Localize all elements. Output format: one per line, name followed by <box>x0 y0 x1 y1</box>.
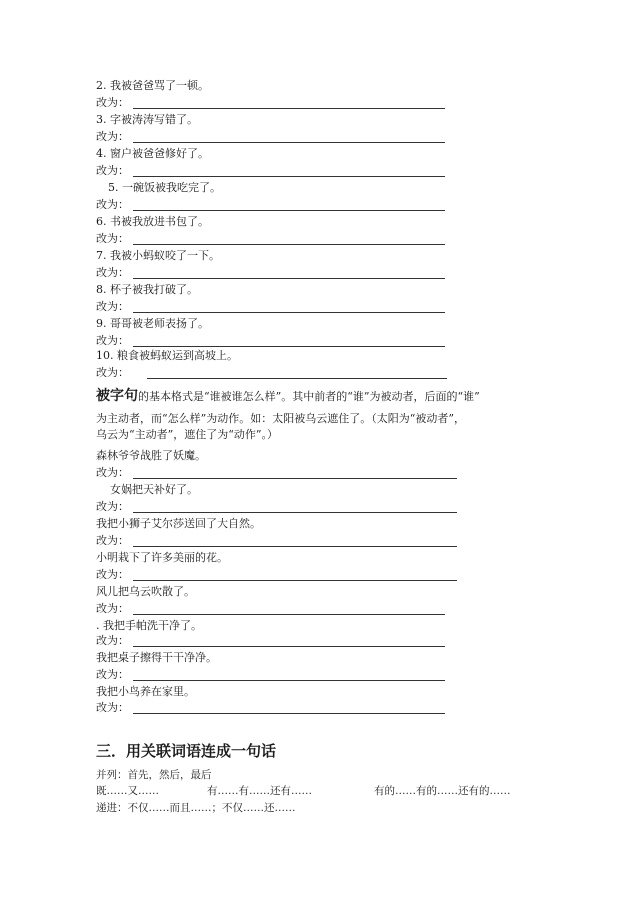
section-3-title: 三．用关联词语连成一句话 <box>96 742 277 760</box>
grammar-line-3: 乌云为“主动者”，遮住了为“动作”。） <box>96 428 278 441</box>
exercise-item-7: 7. 我被小蚂蚁咬了一下。 <box>96 249 220 262</box>
exercise2-item-8: 我把小鸟养在家里。 <box>96 685 195 698</box>
answer-row-6[interactable] <box>96 232 129 246</box>
answer-blank[interactable] <box>133 210 445 211</box>
answer-label: 改为： <box>96 232 129 245</box>
progressive-label: 递进：不仅……而且……；不仅……还…… <box>96 802 296 814</box>
grammar-term: 被字句 <box>96 388 138 404</box>
answer-row-9[interactable] <box>96 334 129 348</box>
connector-ji-you: 既……又…… <box>96 785 159 797</box>
answer-blank[interactable] <box>133 614 445 615</box>
answer-label: 改为： <box>96 701 129 714</box>
answer-blank[interactable] <box>133 680 445 681</box>
exercise2-item-2: 女娲把天补好了。 <box>110 483 198 496</box>
answer-label: 改为： <box>96 96 129 109</box>
answer-blank[interactable] <box>133 646 445 647</box>
answer-row-8[interactable] <box>96 300 129 314</box>
exercise-item-6: 6. 书被我放进书包了。 <box>96 215 209 228</box>
answer2-row-3[interactable] <box>96 534 129 548</box>
answer-label: 改为： <box>96 500 129 513</box>
answer2-row-4[interactable] <box>96 568 129 582</box>
answer-label: 改为： <box>96 366 129 379</box>
exercise-item-9: 9. 哥哥被老师表扬了。 <box>96 317 209 330</box>
answer-label: 改为： <box>96 198 129 211</box>
grammar-line-2: 为主动者，而“怎么样”为动作。如：太阳被乌云遮住了。（太阳为“被动者”， <box>96 412 465 425</box>
grammar-explanation <box>96 386 566 443</box>
exercise2-item-1: 森林爷爷战胜了妖魔。 <box>96 449 206 462</box>
answer2-row-1[interactable] <box>96 466 129 480</box>
exercise2-item-7: 我把桌子擦得干干净净。 <box>96 651 217 664</box>
answer-blank[interactable] <box>133 346 445 347</box>
answer2-row-6[interactable] <box>96 634 129 648</box>
answer-blank[interactable] <box>133 108 445 109</box>
answer-label: 改为： <box>96 634 129 647</box>
answer-label: 改为： <box>96 568 129 581</box>
exercise-item-4: 4. 窗户被爸爸修好了。 <box>96 147 209 160</box>
answer-label: 改为： <box>96 266 129 279</box>
parallel-label: 并列：首先，然后，最后 <box>96 769 212 781</box>
answer-blank[interactable] <box>133 142 445 143</box>
answer-blank[interactable] <box>133 512 457 513</box>
exercise-item-5: 5. 一碗饭被我吃完了。 <box>108 181 221 194</box>
grammar-line-1: 被字句的基本格式是“谁被谁怎么样”。其中前者的“谁”为被动者，后面的“谁” <box>96 388 480 404</box>
answer-row-2[interactable] <box>96 96 129 110</box>
connector-youde: 有的……有的……还有的…… <box>374 785 511 797</box>
exercise2-item-3: 我把小狮子艾尔莎送回了大自然。 <box>96 517 261 530</box>
answer2-row-2[interactable] <box>96 500 129 514</box>
answer-blank[interactable] <box>133 278 445 279</box>
exercise2-item-4: 小明栽下了许多美丽的花。 <box>96 551 228 564</box>
exercise-item-8: 8. 杯子被我打破了。 <box>96 283 198 296</box>
answer-blank[interactable] <box>133 546 457 547</box>
answer2-row-7[interactable] <box>96 668 129 682</box>
exercise2-item-6: . 我把手帕洗干净了。 <box>96 619 202 632</box>
answer-blank[interactable] <box>147 378 447 379</box>
answer-blank[interactable] <box>133 580 457 581</box>
answer-blank[interactable] <box>133 312 445 313</box>
answer-label: 改为： <box>96 668 129 681</box>
answer-row-7[interactable] <box>96 266 129 280</box>
answer-label: 改为： <box>96 534 129 547</box>
answer-label: 改为： <box>96 300 129 313</box>
answer-label: 改为： <box>96 164 129 177</box>
answer-label: 改为： <box>96 466 129 479</box>
answer2-row-5[interactable] <box>96 602 129 616</box>
exercise-item-10: 10. 粮食被蚂蚁运到高坡上。 <box>96 349 238 362</box>
exercise-item-3: 3. 字被涛涛写错了。 <box>96 113 198 126</box>
answer-blank[interactable] <box>133 244 445 245</box>
answer2-row-8[interactable] <box>96 701 129 715</box>
exercise-item-2: 2. 我被爸爸骂了一顿。 <box>96 79 209 92</box>
answer-row-3[interactable] <box>96 130 129 144</box>
answer-blank[interactable] <box>133 176 445 177</box>
answer-label: 改为： <box>96 334 129 347</box>
answer-row-10[interactable] <box>96 366 129 380</box>
answer-blank[interactable] <box>133 478 457 479</box>
answer-row-5[interactable] <box>96 198 129 212</box>
answer-label: 改为： <box>96 602 129 615</box>
answer-blank[interactable] <box>133 713 445 714</box>
answer-label: 改为： <box>96 130 129 143</box>
answer-row-4[interactable] <box>96 164 129 178</box>
connector-you-you-haiyou: 有……有……还有…… <box>207 785 312 797</box>
exercise2-item-5: 风儿把乌云吹散了。 <box>96 585 195 598</box>
